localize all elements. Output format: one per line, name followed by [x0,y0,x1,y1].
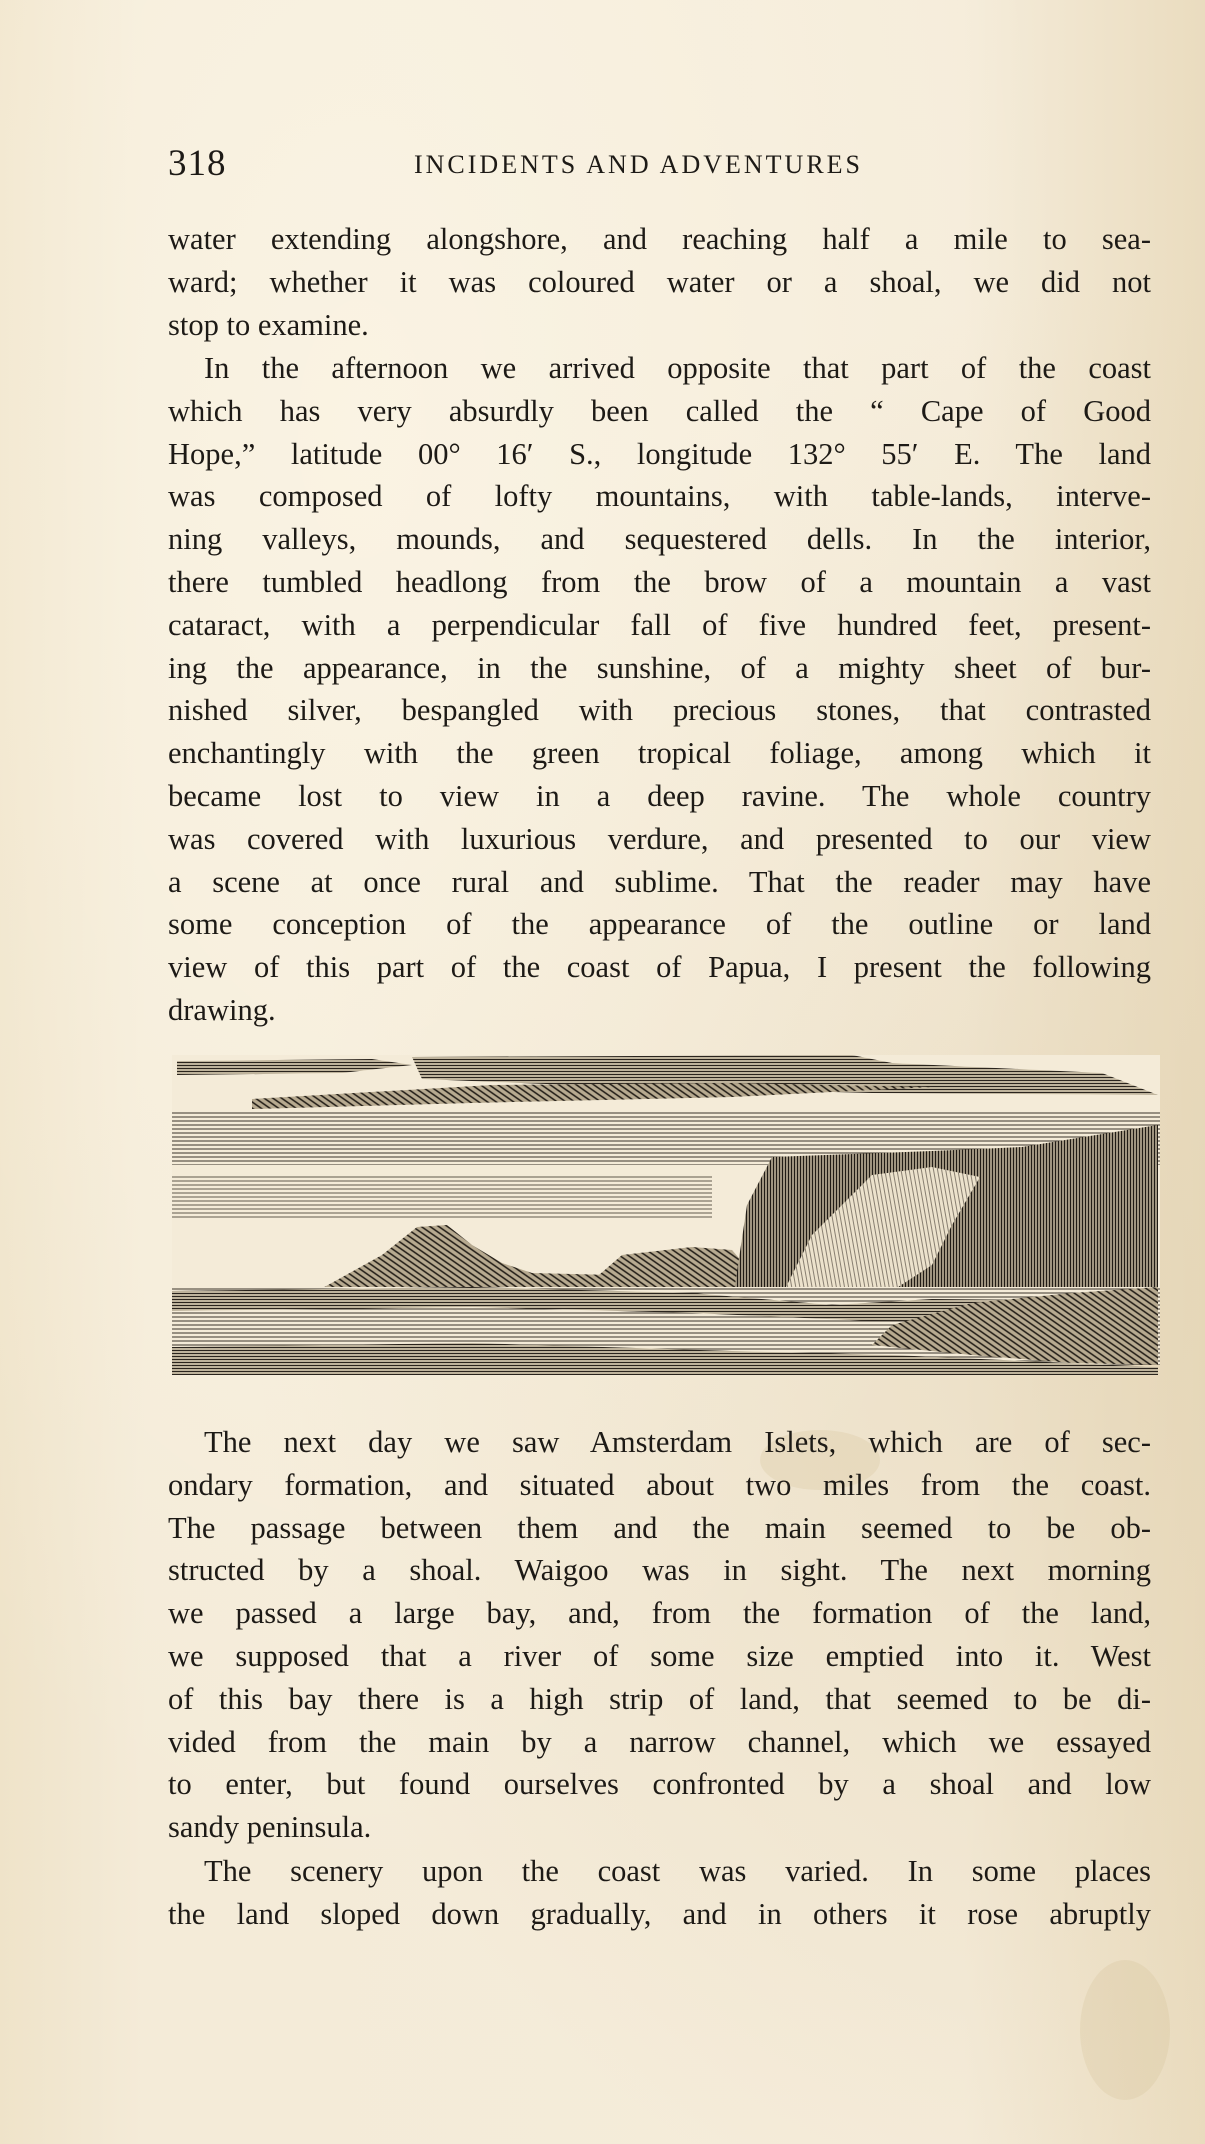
engraving-drawing [172,1055,1160,1375]
text-line: ondary formation, and situated about two miles from the coast. [168,1467,1151,1502]
running-head: INCIDENTS AND ADVENTURES [414,150,863,179]
sky-haze [172,1175,712,1219]
text-line: Hope,” latitude 00° 16′ S., longitude 132° 55′ E. The land [168,436,1151,471]
text-line: was covered with luxurious verdure, and presented to our view [168,821,1151,856]
text-line: there tumbled headlong from the brow of a mountain a vast [168,564,1151,599]
text-line: nished silver, bespangled with precious stones, that contrasted [168,693,1151,728]
text-line: In the afternoon we arrived opposite that part of the coast [204,351,1151,385]
text-line: vided from the main by a narrow channel, which we essayed [168,1724,1151,1759]
paper-stain [1080,1960,1170,2100]
text-line: drawing. [168,992,276,1027]
text-line: water extending alongshore, and reaching half a mile to sea- [168,222,1151,256]
paragraph-2 [168,347,1151,1032]
text-line: which has very absurdly been called the “ Cape of Good [168,393,1151,428]
text-line: the land sloped down gradually, and in others it rose abruptly [168,1896,1151,1931]
text-line: sandy peninsula. [168,1810,372,1845]
text-line: ing the appearance, in the sunshine, of a mighty sheet of bur- [168,650,1151,685]
page-header [168,142,1164,190]
text-line: to enter, but found ourselves confronted by a shoal and low [168,1767,1151,1802]
page-number: 318 [168,143,227,184]
text-line: some conception of the appearance of the outline or land [168,907,1151,942]
text-line: The scenery upon the coast was varied. In some places [204,1854,1151,1888]
text-line: ward; whether it was coloured water or a shoal, we did not [168,264,1151,299]
text-line: enchantingly with the green tropical foliage, among which it [168,736,1151,771]
paragraph-1 [168,218,1151,346]
text-line: we passed a large bay, and, from the formation of the land, [168,1596,1151,1631]
text-line: The next day we saw Amsterdam Islets, which are of sec- [204,1425,1151,1459]
text-line: structed by a shoal. Waigoo was in sight. The next morning [168,1553,1151,1588]
coastline-engraving [172,1055,1160,1375]
paragraph-4 [168,1850,1151,1936]
paragraph-3 [168,1421,1151,1849]
text-line: was composed of lofty mountains, with table-lands, interve- [168,479,1151,514]
text-line: a scene at once rural and sublime. That the reader may have [168,864,1151,899]
text-line: view of this part of the coast of Papua, I present the following [168,950,1151,985]
text-line: we supposed that a river of some size emptied into it. West [168,1638,1151,1673]
text-line: cataract, with a perpendicular fall of five hundred feet, present- [168,607,1151,642]
text-line: stop to examine. [168,307,369,342]
text-line: ning valleys, mounds, and sequestered dells. In the interior, [168,522,1151,557]
text-line: of this bay there is a high strip of land, that seemed to be di- [168,1681,1151,1716]
text-line: became lost to view in a deep ravine. The whole country [168,778,1151,813]
text-line: The passage between them and the main seemed to be ob- [168,1510,1151,1545]
